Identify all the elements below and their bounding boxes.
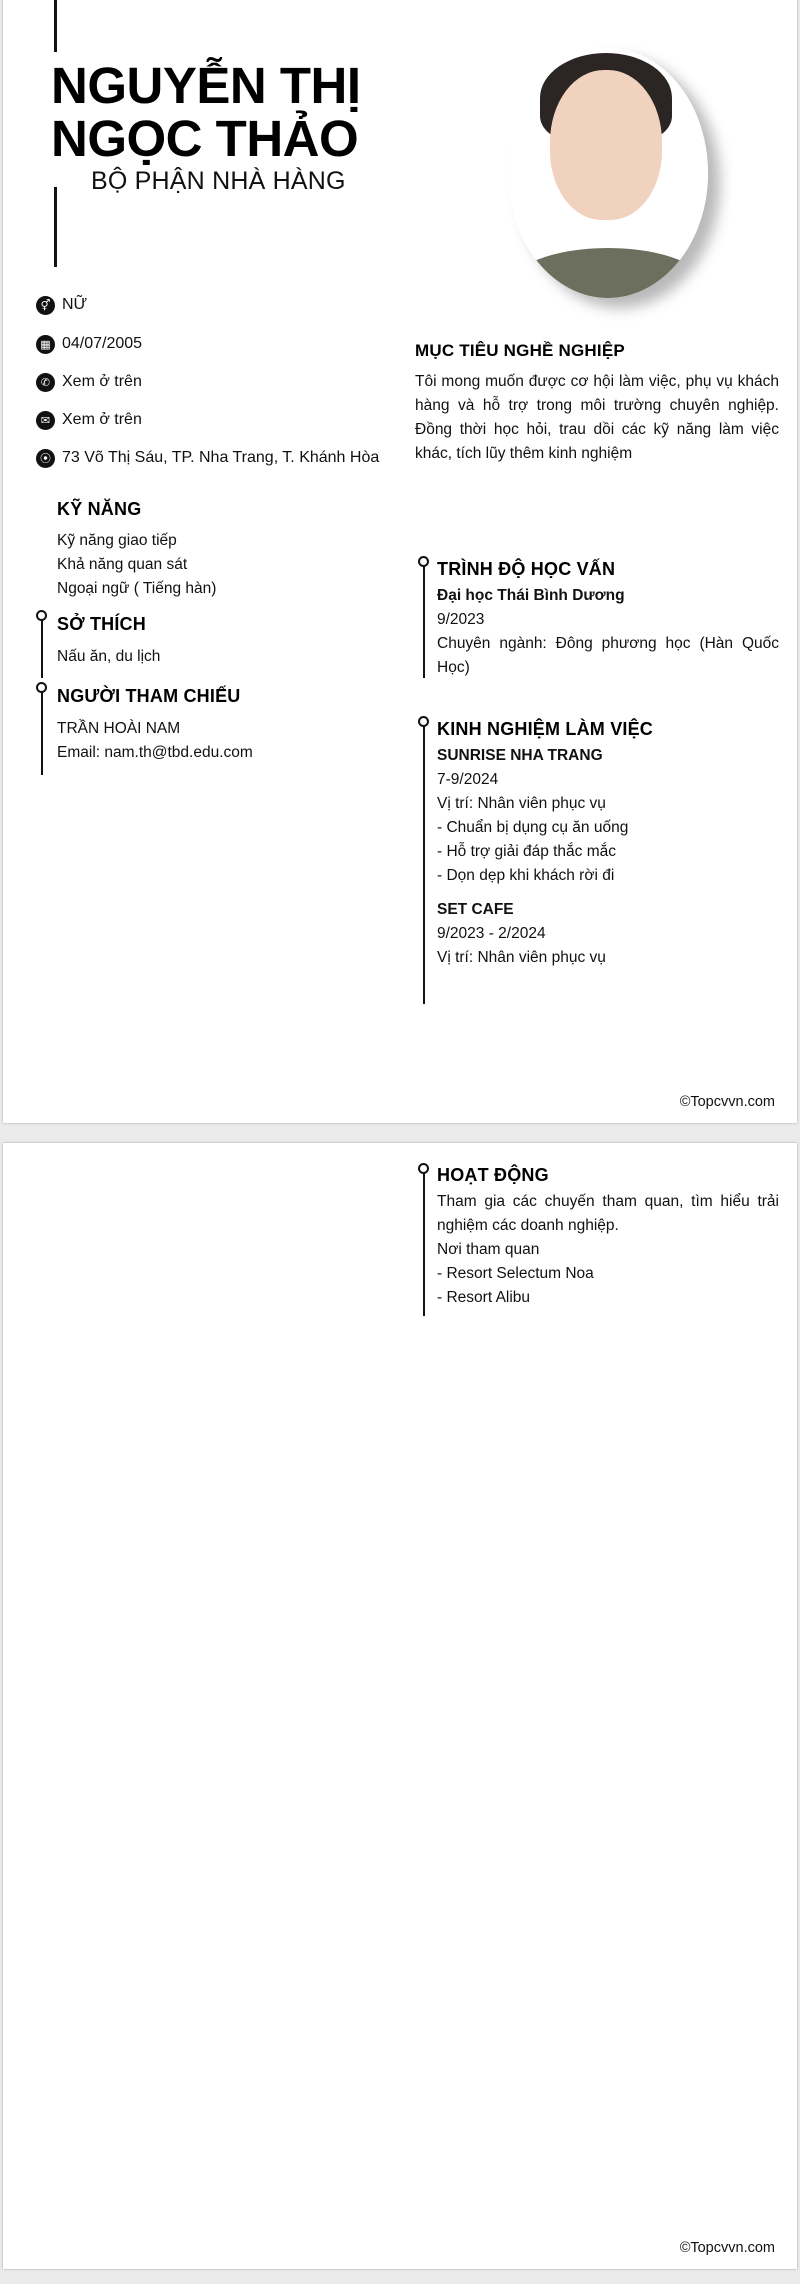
reference-email: Email: nam.th@tbd.edu.com bbox=[57, 744, 253, 761]
header-bottom-bar bbox=[54, 187, 57, 267]
job-line: Vị trí: Nhân viên phục vụ bbox=[437, 949, 606, 966]
profile-photo bbox=[508, 48, 708, 298]
footer-copyright[interactable]: ©Topcvvn.com bbox=[679, 2240, 775, 2256]
photo-shirt bbox=[508, 248, 708, 298]
activities-text: Tham gia các chuyến tham quan, tìm hiểu trải nghiệm các doanh nghiệp. bbox=[437, 1193, 779, 1234]
job-company: SET CAFE bbox=[437, 901, 514, 918]
references-timeline-line bbox=[41, 692, 43, 775]
header-top-bar bbox=[54, 0, 57, 52]
activities-line: - Resort Selectum Noa bbox=[437, 1265, 594, 1282]
contact-phone bbox=[36, 371, 142, 393]
hobbies-title: SỞ THÍCH bbox=[57, 614, 146, 634]
job-date: 7-9/2024 bbox=[437, 771, 499, 788]
education-title: TRÌNH ĐỘ HỌC VẤN bbox=[437, 559, 616, 579]
education-timeline-line bbox=[423, 566, 425, 678]
job-company: SUNRISE NHA TRANG bbox=[437, 747, 603, 764]
activities-line: - Resort Alibu bbox=[437, 1289, 531, 1306]
cv-page-2 bbox=[3, 1143, 797, 2269]
skills-title: KỸ NĂNG bbox=[57, 499, 142, 519]
contact-gender bbox=[36, 294, 87, 316]
address-text: 73 Võ Thị Sáu, TP. Nha Trang, T. Khánh Hòa bbox=[62, 449, 380, 466]
experience-title: KINH NGHIỆM LÀM VIỆC bbox=[437, 719, 654, 739]
objective-text: Tôi mong muốn được cơ hội làm việc, phụ vụ khách hàng và hỗ trợ trong môi trường chuyên nghiệp. Đồng thời học hỏi, trau dồi các kỹ năng làm việc khác, tích lũy thêm kinh nghiệm bbox=[415, 373, 779, 462]
calendar-icon: ▦ bbox=[36, 335, 55, 354]
email-text: Xem ở trên bbox=[62, 411, 142, 428]
contact-email bbox=[36, 409, 142, 431]
hobbies-timeline-line bbox=[41, 620, 43, 678]
job-role: BỘ PHẬN NHÀ HÀNG bbox=[91, 167, 346, 195]
contact-birthday bbox=[36, 333, 142, 355]
photo-face bbox=[550, 70, 662, 220]
activities-timeline-line bbox=[423, 1173, 425, 1316]
gender-text: NỮ bbox=[62, 296, 88, 313]
experience-timeline-line bbox=[423, 726, 425, 1004]
email-icon: ✉ bbox=[36, 411, 55, 430]
skill-item: Khả năng quan sát bbox=[57, 556, 188, 573]
skill-item: Kỹ năng giao tiếp bbox=[57, 532, 177, 549]
activities-line: Nơi tham quan bbox=[437, 1241, 540, 1258]
objective-title: MỤC TIÊU NGHỀ NGHIỆP bbox=[415, 341, 625, 360]
education-major: Chuyên ngành: Đông phương học (Hàn Quốc Học) bbox=[437, 635, 779, 676]
gender-icon: ⚥ bbox=[36, 296, 55, 315]
skill-item: Ngoại ngữ ( Tiếng hàn) bbox=[57, 580, 217, 597]
phone-text: Xem ở trên bbox=[62, 373, 142, 390]
contact-address bbox=[36, 447, 379, 469]
activities-title: HOẠT ĐỘNG bbox=[437, 1165, 549, 1185]
footer-copyright[interactable]: ©Topcvvn.com bbox=[679, 1094, 775, 1110]
job-date: 9/2023 - 2/2024 bbox=[437, 925, 546, 942]
job-line: - Dọn dẹp khi khách rời đi bbox=[437, 867, 615, 884]
reference-name: TRẦN HOÀI NAM bbox=[57, 720, 181, 737]
birthday-text: 04/07/2005 bbox=[62, 335, 143, 352]
references-title: NGƯỜI THAM CHIẾU bbox=[57, 686, 241, 706]
job-line: Vị trí: Nhân viên phục vụ bbox=[437, 795, 606, 812]
job-line: - Chuẩn bị dụng cụ ăn uống bbox=[437, 819, 629, 836]
name-line-1: NGUYỄN THỊ bbox=[51, 57, 361, 114]
location-icon: ⦿ bbox=[36, 449, 55, 468]
hobby-item: Nấu ăn, du lịch bbox=[57, 648, 161, 665]
name-line-2: NGỌC THẢO bbox=[51, 110, 359, 167]
cv-page-1 bbox=[3, 0, 797, 1123]
job-line: - Hỗ trợ giải đáp thắc mắc bbox=[437, 843, 617, 860]
phone-icon: ✆ bbox=[36, 373, 55, 392]
education-date: 9/2023 bbox=[437, 611, 485, 628]
education-school: Đại học Thái Bình Dương bbox=[437, 587, 625, 604]
